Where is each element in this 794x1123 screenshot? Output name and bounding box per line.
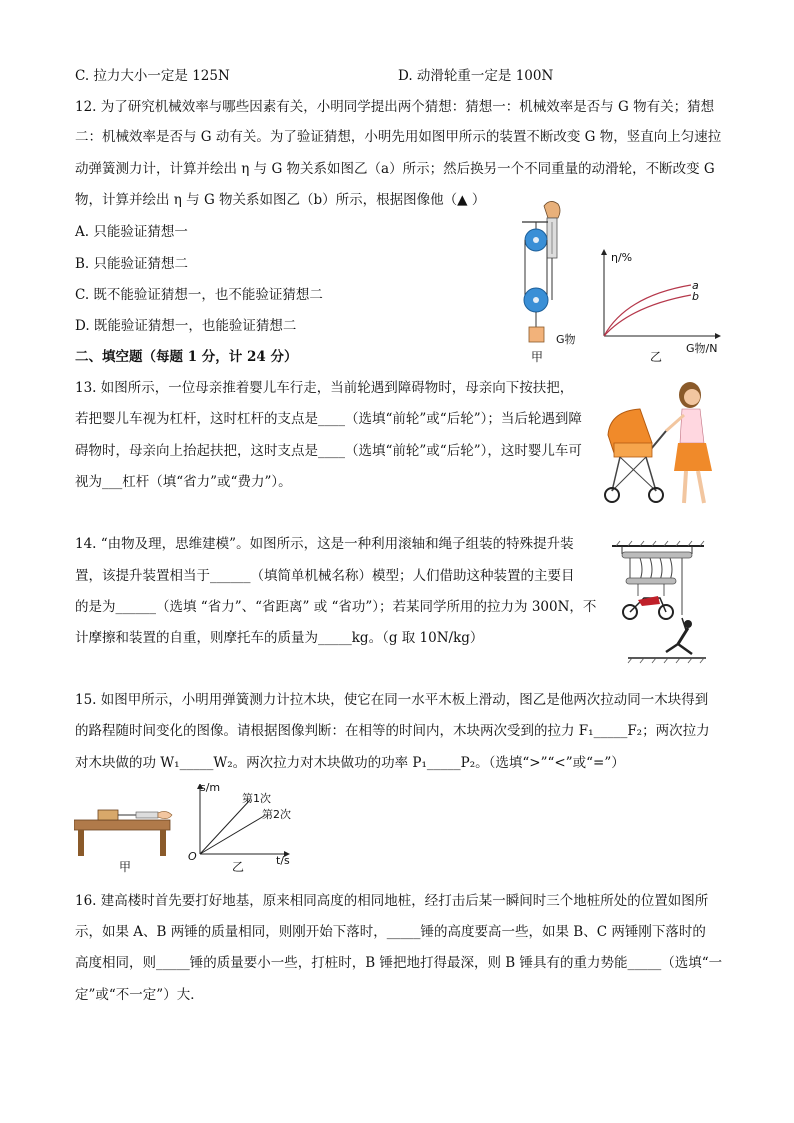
q14-line3: 的是为______（选填 “省力”、“省距离” 或 “省功”）；若某同学所用的拉力为 300N，不 bbox=[75, 599, 597, 615]
q13-line3: 碍物时，母亲向上抬起扶把，这时支点是____（选填“前轮”或“后轮”），这时婴儿车可 bbox=[75, 443, 582, 459]
q13-line2: 若把婴儿车视为杠杆，这时杠杆的支点是____（选填“前轮”或“后轮”）；当后轮遇到障 bbox=[75, 411, 582, 427]
q13-stroller-figure bbox=[600, 373, 725, 513]
q15-origin-label: O bbox=[188, 850, 197, 863]
q12-y-axis-label: η/% bbox=[611, 251, 633, 264]
q11-option-d: D. 动滑轮重一定是 100N bbox=[398, 68, 554, 84]
q15-series1-label: 第1次 bbox=[242, 792, 271, 805]
q12-fig-jia-caption: 甲 bbox=[531, 350, 544, 364]
q12-curve-b-label: b bbox=[692, 290, 699, 303]
q12-option-b: B. 只能验证猜想二 bbox=[75, 256, 189, 272]
q12-stem-line2: 二：机械效率是否与 G 动有关。为了验证猜想，小明先用如图甲所示的装置不断改变 G 物，竖直向上匀速拉 bbox=[75, 129, 722, 145]
q12-stem-line3: 动弹簧测力计，计算并绘出 η 与 G 物关系如图乙（a）所示；然后换另一个不同重量的动滑轮，不断改变 G bbox=[75, 161, 715, 177]
q12-fig-yi-caption: 乙 bbox=[650, 350, 663, 364]
q15-line2: 的路程随时间变化的图像。请根据图像判断：在相等的时间内，木块两次受到的拉力 F₁_____F₂；两次拉力 bbox=[75, 723, 710, 739]
q15-fig-yi-caption: 乙 bbox=[232, 860, 245, 874]
q15-line1: 15. 如图甲所示，小明用弹簧测力计拉木块，使它在同一水平木板上滑动，图乙是他两次拉动同一木块得到 bbox=[75, 692, 709, 708]
q15-fig-jia-caption: 甲 bbox=[119, 860, 132, 874]
curve-a bbox=[604, 285, 691, 336]
q14-line4: 计摩擦和装置的自重，则摩托车的质量为_____kg。（g 取 10N/kg） bbox=[75, 630, 484, 646]
q14-line1: 14. “由物及理，思维建模”。如图所示，这是一种利用滚轴和绳子组装的特殊提升装 bbox=[75, 536, 574, 552]
q16-line3: 高度相同，则_____锤的质量要小一些，打桩时，B 锤把地打得最深，则 B 锤具有的重力势能_____（选填“一 bbox=[75, 955, 723, 971]
q12-option-d: D. 既能验证猜想一，也能验证猜想二 bbox=[75, 318, 297, 334]
q11-option-c: C. 拉力大小一定是 125N bbox=[75, 68, 230, 84]
series1-line bbox=[200, 800, 250, 854]
q12-option-c: C. 既不能验证猜想一，也不能验证猜想二 bbox=[75, 287, 323, 303]
q12-x-axis-label: G物/N bbox=[686, 342, 718, 355]
q12-curve-a-label: a bbox=[692, 279, 699, 292]
curve-b bbox=[604, 295, 691, 336]
q12-weight-label: G物 bbox=[556, 333, 576, 346]
q15-table-figure bbox=[74, 808, 184, 856]
q16-line1: 16. 建高楼时首先要打好地基，原来相同高度的相同地桩，经打击后某一瞬间时三个地桩所处的位置如图所 bbox=[75, 893, 709, 909]
q15-x-axis-label: t/s bbox=[276, 854, 290, 867]
q13-line4: 视为___杠杆（填“省力”或“费力”）。 bbox=[75, 474, 292, 490]
q12-pulley-figure bbox=[518, 200, 588, 365]
q15-series2-label: 第2次 bbox=[262, 808, 291, 821]
q14-lift-figure bbox=[608, 540, 708, 665]
q14-line2: 置，该提升装置相当于______（填简单机械名称）模型；人们借助这种装置的主要目 bbox=[75, 568, 575, 584]
q12-option-a: A. 只能验证猜想一 bbox=[75, 224, 188, 240]
q15-y-axis-label: s/m bbox=[200, 781, 221, 794]
series2-line bbox=[200, 816, 264, 854]
q12-stem-line4: 物，计算并绘出 η 与 G 物关系如图乙（b）所示，根据图像他（▲ ） bbox=[75, 192, 486, 208]
section-title: 二、填空题（每题 1 分，计 24 分） bbox=[75, 349, 298, 365]
q15-line3: 对木块做的功 W₁_____W₂。两次拉力对木块做功的功率 P₁_____P₂。（选填“>”“<”或“=”） bbox=[75, 755, 625, 771]
q16-line4: 定”或“不一定”）大． bbox=[75, 987, 204, 1003]
q13-line1: 13. 如图所示，一位母亲推着婴儿车行走，当前轮遇到障碍物时，母亲向下按扶把， bbox=[75, 380, 574, 396]
q12-stem-line1: 12. 为了研究机械效率与哪些因素有关，小明同学提出两个猜想：猜想一：机械效率是否与 G 物有关；猜想 bbox=[75, 99, 715, 115]
q16-line2: 示，如果 A、B 两锤的质量相同，则刚开始下落时，_____锤的高度要高一些，如果 B、C 两锤刚下落时的 bbox=[75, 924, 706, 940]
